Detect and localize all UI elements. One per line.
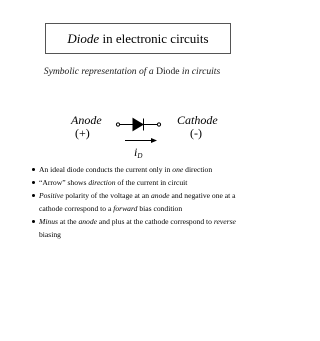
list-item <box>32 215 247 241</box>
diode-triangle <box>133 119 143 131</box>
anode-label: Anode <box>71 113 102 127</box>
bullet-emphasis: Positive <box>39 191 64 200</box>
bullet-text: polarity of the voltage at an <box>63 191 151 200</box>
bullet-text: “Arrow” shows <box>39 178 89 187</box>
cathode-terminal <box>157 123 160 126</box>
bullet-text: An ideal diode conducts the current only in <box>39 165 173 174</box>
anode-terminal <box>116 123 119 126</box>
bullet-text: at the <box>57 217 79 226</box>
list-item <box>32 176 247 189</box>
current-arrow <box>125 138 157 143</box>
current-label <box>134 145 142 160</box>
diode-schematic <box>116 119 160 131</box>
bullet-text: bias condition <box>137 204 183 213</box>
cathode-label: Cathode <box>177 113 218 127</box>
bullet-text: direction <box>183 165 213 174</box>
bullet-emphasis: one <box>172 165 184 174</box>
current-subscript: D <box>137 152 143 160</box>
bullet-list <box>32 163 247 241</box>
title-rest: in electronic circuits <box>102 30 209 46</box>
bullet-emphasis: anode <box>78 217 97 226</box>
subtitle-part2: in circuits <box>181 66 221 77</box>
bullet-text: and negative one at a cathode correspond to a <box>39 191 236 213</box>
bullet-emphasis: direction <box>88 178 116 187</box>
bullet-text: biasing <box>39 230 61 239</box>
bullet-emphasis: forward <box>113 204 138 213</box>
bullet-text: and plus at the cathode correspond to <box>97 217 214 226</box>
bullet-text: of the current in circuit <box>115 178 188 187</box>
anode-sign: (+) <box>75 126 90 140</box>
arrow-head-icon <box>151 138 157 143</box>
bullet-emphasis: anode <box>150 191 170 200</box>
subtitle-diode: Diode <box>156 66 180 77</box>
bullet-emphasis: reverse <box>213 217 236 226</box>
current-symbol: i <box>134 145 138 159</box>
subtitle-part1: Symbolic representation of a <box>43 66 154 77</box>
list-item <box>32 189 247 215</box>
list-item <box>32 163 247 176</box>
cathode-sign: (-) <box>190 126 202 140</box>
title-emphasis: Diode <box>67 30 100 46</box>
bullet-emphasis: Minus <box>39 217 58 226</box>
